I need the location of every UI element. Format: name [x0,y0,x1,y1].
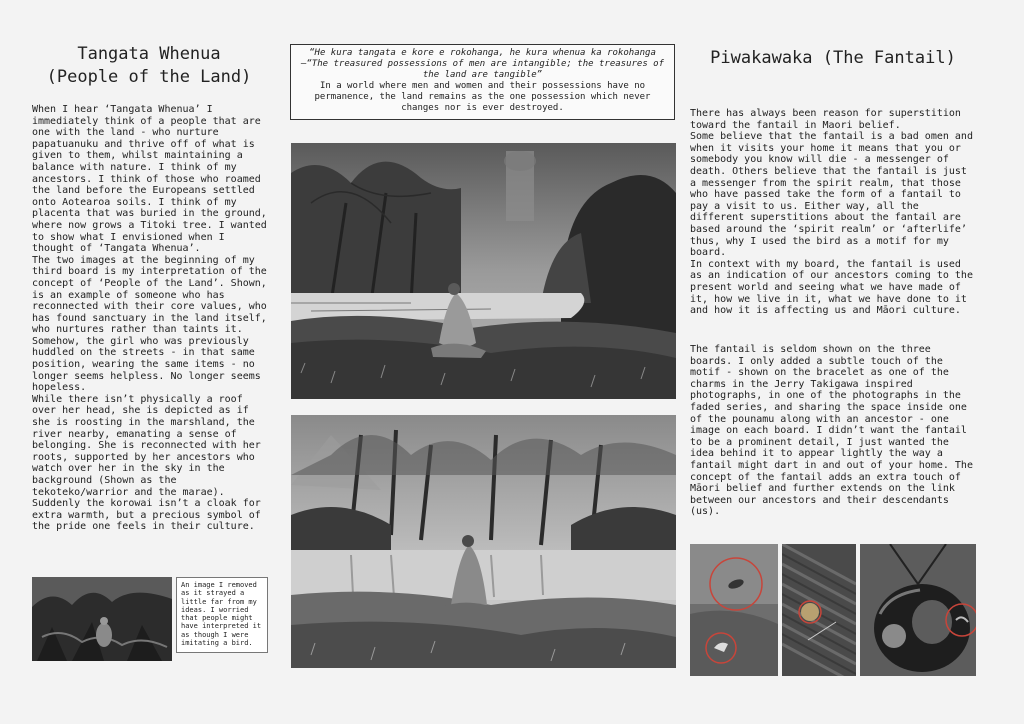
left-title-line1: Tangata Whenua [77,44,221,64]
fantail-detail-photo-1 [690,544,778,676]
quote-english: –“The treasured possessions of men are intangible; the treasures of the land are tangible” [300,59,665,80]
left-title [18,43,280,89]
left-paragraph: Somehow, the girl who was previously huddled on the streets - in that same position, wearing the same items - no longer seems helpless. No longer seems hopeless. [32,335,261,394]
fantail-detail-photo-3 [860,544,976,676]
left-paragraph: Suddenly the korowai isn’t a cloak for extra warmth, but a precious symbol of the pride one feels in their culture. [32,498,261,533]
whakatauki-quote-box [290,44,675,120]
quote-explanation: In a world where men and women and their possessions have no permanence, the land remains as the one possession which never changes nor is ever destroyed. [314,81,651,113]
marsh-girl-photo-top [291,143,676,399]
marsh-girl-photo-bottom [291,415,676,668]
right-title: Piwakawaka (The Fantail) [710,48,956,68]
right-paragraph: The fantail is seldom shown on the three boards. I only added a subtle touch of the motif - shown on the bracelet as one of the charms in the Jerry Takigawa inspired photographs, in one of the photographs in the faded series, and sharing the space inside one of the pounamu along with an ancestor - one image on each board. I didn’t want the fantail to be a prominent detail, I just wanted the idea behind it to appear lightly the way a fantail might dart in and out of your home. The concept of the fantail adds an extra touch of Māori belief and further extends on the link between our ancestors and their descendants (us). [690,344,973,518]
fantail-detail-photo-2 [782,544,856,676]
quote-maori: “He kura tangata e kore e rokohanga, he kura whenua ka rokohanga [309,48,656,58]
left-paragraph: When I hear ‘Tangata Whenua’ I immediately think of a people that are one with the land - who nurture papatuanuku and thrive off of what is given to them, whilst maintaining a balance with nature. I think of my ancestors. I think of those who roamed the land before the Europeans settled onto Aotearoa soils. I think of my placenta that was buried in the ground, where now grows a Titoki tree. I wanted to show what I envisioned when I thought of ‘Tangata Whenua’. [32,104,267,255]
right-body-text-b [690,344,975,518]
right-paragraph: In context with my board, the fantail is used as an indication of our ancestors coming to the present world and seeing what we have made of it, how we live in it, what we have done to it and how it is affecting us and Māori culture. [690,258,973,317]
right-paragraph: There has always been reason for superstition toward the fantail in Maori belief. [690,108,961,131]
removed-image-caption: An image I removed as it strayed a little far from my ideas. I worried that people might have interpreted it as though I were imitating a bird. [176,577,268,653]
left-title-line2: (People of the Land) [46,67,252,87]
left-paragraph: The two images at the beginning of my third board is my interpretation of the concept of ‘People of the Land’. Shown, is an example of someone who has reconnected with their core values, who has found sanctuary in the land itself, who nurtures rather than taints it. [32,254,267,336]
left-paragraph: While there isn’t physically a roof over her head, she is depicted as if she is roosting in the marshland, the river nearby, emanating a sense of belonging. She is reconnected with her roots, supported by her ancestors who watch over her in the sky in the background (Shown as the tekoteko/warrior and the marae). [32,393,261,498]
right-body-text-a [690,108,975,317]
removed-image-photo [32,577,172,661]
right-paragraph: Some believe that the fantail is a bad omen and when it visits your home it means that you or somebody you know will die - a messenger of death. Others believe that the fantail is just a messenger from the spirit realm, that those who have passed take the form of a fantail to pay a visit to us. Either way, all the different superstitions about the fantail are based around the ‘spirit realm’ or ‘afterlife’ thus, why I used the bird as a motif for my board. [690,131,973,259]
left-body-text [32,104,272,533]
